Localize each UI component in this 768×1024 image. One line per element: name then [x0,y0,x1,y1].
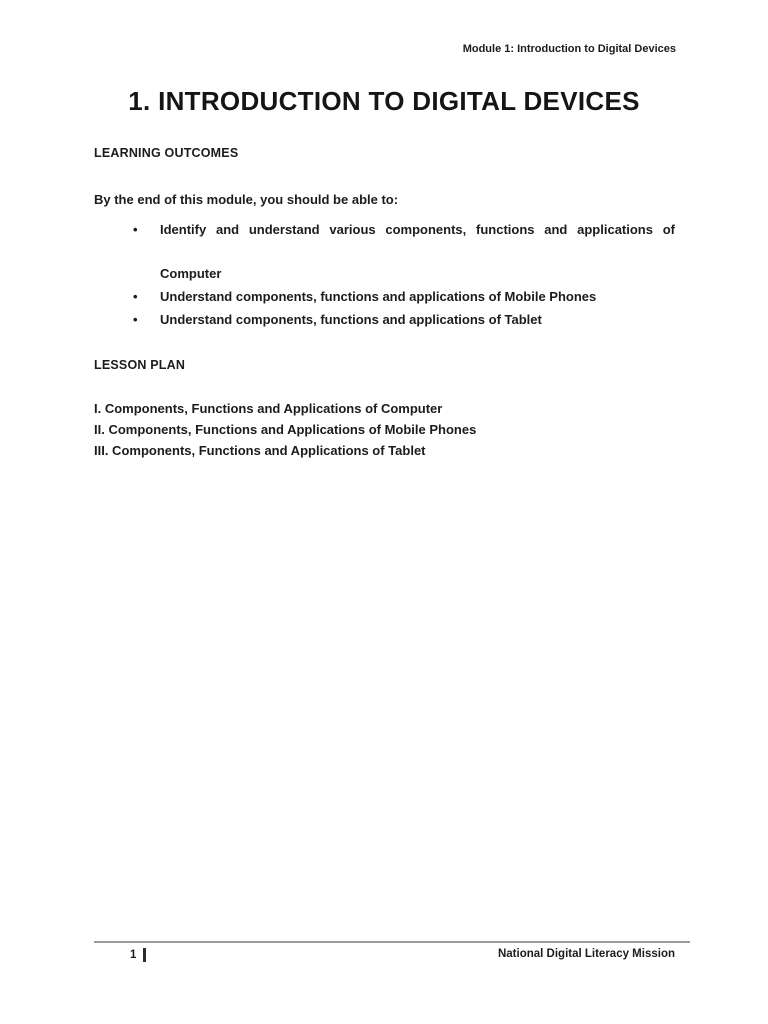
bullet-line: Identify and understand various components, functions and applications of [160,222,675,237]
document-body [94,146,675,461]
bullet-icon: • [133,289,138,304]
list-item: II. Components, Functions and Applications of Mobile Phones [94,422,477,437]
footer-title: National Digital Literacy Mission [497,948,675,960]
list-item: III. Components, Functions and Applications of Tablet [94,443,426,458]
running-header: Module 1: Introduction to Digital Devices [462,43,676,55]
list-item: I. Components, Functions and Applications of Computer [94,401,443,416]
bullet-icon: • [133,222,138,237]
footer-divider [94,941,690,943]
bullet-text: Understand components, functions and applications of Mobile Phones [160,289,597,304]
page-title: 1. INTRODUCTION TO DIGITAL DEVICES [128,86,640,116]
page-number [130,948,146,962]
learning-outcomes-intro: By the end of this module, you should be able to: [94,192,399,207]
bullet-icon: • [133,312,138,327]
learning-outcomes-list [94,219,675,331]
learning-outcomes-heading: LEARNING OUTCOMES [94,146,239,160]
bullet-text [160,219,675,285]
list-item [94,219,675,285]
bullet-text: Understand components, functions and applications of Tablet [160,312,542,327]
list-item [94,286,675,308]
lesson-plan-list [94,398,675,461]
page-number-value: 1 [130,949,137,961]
bullet-line: Computer [160,266,222,281]
page-number-bar [143,948,146,962]
list-item [94,309,675,331]
lesson-plan-heading: LESSON PLAN [94,358,186,372]
